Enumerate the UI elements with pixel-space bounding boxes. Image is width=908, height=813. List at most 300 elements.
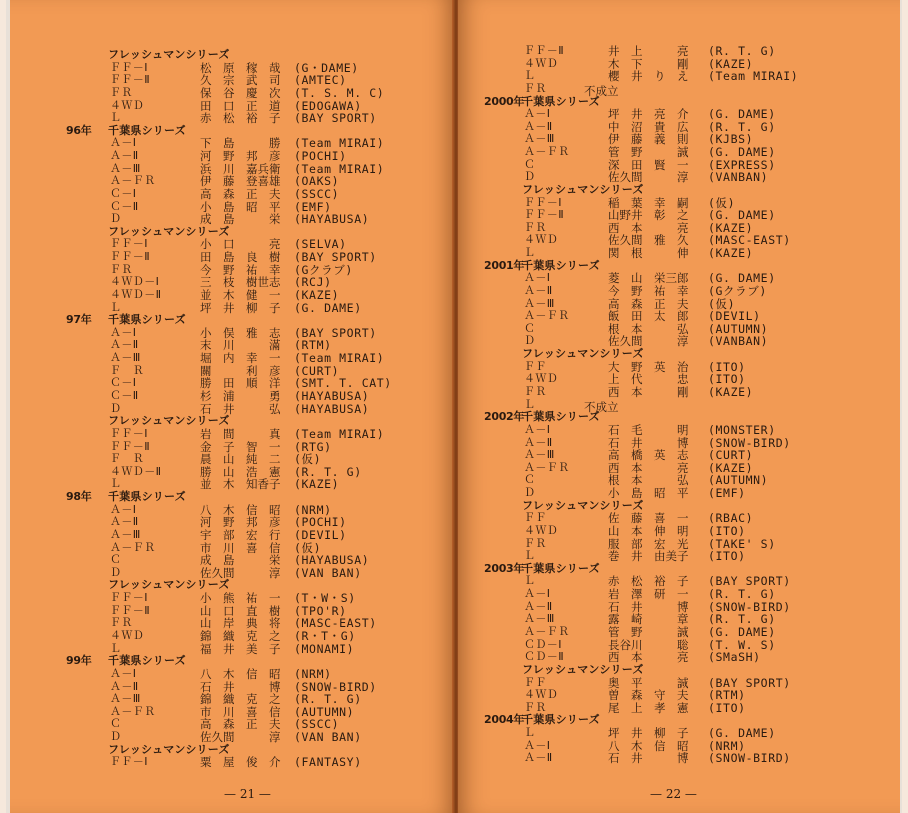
team-name: (AUTUMN) (708, 321, 769, 336)
driver-name: 岩 澤 研 一 (608, 587, 689, 602)
series-title: 千葉県シリーズ (522, 410, 600, 424)
driver-name: 山野井 彰 之 (608, 208, 689, 223)
class-name: Ａ－Ⅱ (524, 599, 553, 613)
team-name: (MASC-EAST) (708, 233, 791, 248)
team-name: (Team MIRAI) (294, 351, 385, 366)
class-name: Ｄ (110, 401, 122, 415)
team-name: (MONSTER) (708, 422, 776, 437)
team-name: (Gクラブ) (294, 262, 353, 277)
class-name: ４ＷＤ (524, 688, 559, 702)
team-name: (SMaSH) (708, 650, 761, 665)
driver-name: 関 根 伸 (608, 246, 689, 261)
class-name: Ｄ (524, 486, 536, 500)
class-name: ＦＦ－Ⅱ (110, 439, 151, 453)
team-name: (SNOW-BIRD) (294, 679, 377, 694)
class-name: Ａ－Ⅲ (524, 132, 555, 146)
team-name: (R. T. G) (294, 692, 362, 707)
team-name: (EMF) (294, 199, 332, 214)
class-name: Ａ－Ⅱ (524, 119, 553, 133)
class-name: Ａ－Ⅰ (110, 325, 137, 339)
page-number: — 22 — (650, 787, 697, 801)
class-name: Ａ－Ⅰ (524, 107, 551, 121)
class-name: ＦＦ－Ⅱ (524, 44, 565, 57)
class-name: Ａ－Ⅲ (110, 692, 141, 706)
driver-name: 堀 内 幸 一 (200, 351, 281, 366)
driver-name: 山 口 直 樹 (200, 603, 281, 618)
driver-name: 赤 松 裕 子 (608, 574, 689, 589)
class-name: Ｃ (110, 553, 122, 567)
class-name: Ｃ (110, 717, 122, 731)
driver-name: 中 沼 貴 広 (608, 119, 689, 134)
driver-name: 岩 間 真 (200, 426, 281, 441)
driver-name: 奥 平 誠 (608, 675, 689, 690)
team-name: (VANBAN) (708, 170, 769, 185)
team-name: (AMTEC) (294, 73, 347, 88)
class-name: Ｃ－Ⅰ (110, 376, 137, 390)
driver-name: 佐久間 雅 久 (608, 233, 689, 248)
team-name: (AUTUMN) (708, 473, 769, 488)
class-name: ４ＷＤ (110, 628, 145, 642)
year-label: 2000年 (484, 94, 525, 108)
driver-name: 高 橋 英 志 (608, 448, 689, 463)
class-name: ＦＦ－Ⅰ (110, 60, 148, 74)
team-name: (HAYABUSA) (294, 212, 370, 227)
driver-name: 小 口 亮 (200, 237, 281, 252)
year-label: 99年 (66, 654, 92, 668)
class-name: ４ＷＤ (110, 98, 145, 112)
team-name: (KAZE) (294, 287, 340, 302)
class-name: ＦＦ (524, 511, 547, 525)
driver-name: 石 井 弘 (200, 401, 281, 416)
team-name: (RTM) (708, 688, 746, 703)
class-name: Ａ－ＦＲ (524, 624, 570, 638)
class-name: Ａ－Ⅰ (524, 738, 551, 752)
team-name: (POCHI) (294, 149, 347, 164)
class-name: ＦＦ－Ⅰ (110, 591, 148, 605)
team-name: (BAY SPORT) (708, 574, 791, 589)
team-name: (SNOW-BIRD) (708, 435, 791, 450)
team-name: (ITO) (708, 523, 746, 538)
team-name: (SSCC) (294, 186, 340, 201)
team-name: (VANBAN) (708, 334, 769, 349)
driver-name: 松 原 稼 哉 (200, 60, 281, 75)
driver-name: 錦 織 克 之 (200, 692, 281, 707)
team-name: (VAN BAN) (294, 730, 362, 745)
driver-name: 根 本 弘 (608, 321, 689, 336)
series-title: フレッシュマンシリーズ (108, 224, 230, 238)
class-name: Ｌ (524, 69, 536, 83)
team-name: (R. T. G) (708, 587, 776, 602)
team-name: (KJBS) (708, 132, 754, 147)
team-name: (VAN BAN) (294, 565, 362, 580)
class-name: Ａ－Ⅱ (524, 751, 553, 765)
driver-name: 長谷川 聡 (608, 637, 689, 652)
class-name: Ａ－Ⅰ (110, 136, 137, 150)
year-label: 2003年 (484, 561, 525, 575)
class-name: ＦＲ (110, 262, 133, 276)
team-name: (CURT) (294, 363, 340, 378)
team-name: (ITO) (708, 549, 746, 564)
team-name: (BAY SPORT) (294, 111, 377, 126)
driver-name: 西 本 亮 (608, 220, 689, 235)
year-label: 2001年 (484, 258, 525, 272)
driver-name: 粟 屋 俊 介 (200, 755, 281, 770)
team-name: (G. DAME) (708, 271, 776, 286)
class-name: ＦＲ (524, 385, 547, 398)
class-name: Ａ－Ⅱ (110, 515, 139, 529)
class-name: ＦＲ (524, 81, 547, 95)
series-title: 千葉県シリーズ (522, 258, 600, 272)
class-name: Ａ－ＦＲ (524, 460, 570, 474)
class-name: Ｌ (524, 246, 536, 260)
driver-name: 大 野 英 治 (608, 359, 689, 374)
class-name: ４ＷＤ－Ⅱ (110, 464, 162, 478)
team-name: (HAYABUSA) (294, 553, 370, 568)
driver-name: 伊 藤 義 則 (608, 132, 689, 147)
team-name: (T・W・S) (294, 591, 356, 606)
driver-name: 下 島 勝 (200, 136, 281, 151)
class-name: Ａ－Ⅰ (524, 422, 551, 436)
series-title: フレッシュマンシリーズ (522, 498, 644, 512)
team-name: (R・T・G) (294, 628, 356, 643)
team-name: (KAZE) (708, 220, 754, 235)
class-name: ４ＷＤ (524, 233, 559, 247)
team-name: (CURT) (708, 448, 754, 463)
driver-name: 勝 田 順 洋 (200, 376, 281, 391)
class-name: ４ＷＤ (524, 372, 559, 386)
series-title: フレッシュマンシリーズ (522, 347, 644, 361)
driver-name: 成 島 栄 (200, 212, 281, 227)
driver-name: 三 枝 樹世志 (200, 275, 281, 290)
driver-name: 巻 井 由美子 (608, 549, 689, 564)
team-name: (G. DAME) (708, 107, 776, 122)
class-name: Ｌ (524, 397, 536, 411)
class-name: Ｃ (524, 157, 536, 171)
driver-name: 久 宗 武 司 (200, 73, 281, 88)
team-name: (仮) (294, 540, 322, 555)
driver-name: 並 木 健 一 (200, 287, 281, 302)
class-name: Ａ－ＦＲ (110, 704, 156, 718)
year-label: 98年 (66, 490, 92, 504)
class-name: Ｌ (110, 641, 122, 655)
team-name: (Gクラブ) (708, 283, 767, 298)
team-name: (SSCC) (294, 717, 340, 732)
team-name: (MASC-EAST) (294, 616, 377, 631)
driver-name: 今 野 祐 幸 (608, 283, 689, 298)
class-name: Ａ－Ⅲ (110, 527, 141, 541)
not-established-note: 不成立 (584, 399, 619, 414)
team-name: (ITO) (708, 700, 746, 715)
driver-name: 根 本 弘 (608, 473, 689, 488)
driver-name: 石 井 博 (608, 751, 689, 766)
team-name: (EXPRESS) (708, 157, 776, 172)
team-name: (RTG) (294, 439, 332, 454)
series-title: フレッシュマンシリーズ (108, 414, 230, 428)
team-name: (NRM) (708, 738, 746, 753)
class-name: ４ＷＤ－Ⅱ (110, 287, 162, 301)
class-name: ４ＷＤ (524, 56, 559, 70)
class-name: Ｃ (524, 473, 536, 487)
team-name: (DEVIL) (708, 309, 761, 324)
page-number: — 21 — (224, 787, 271, 801)
class-name: ＦＦ－Ⅱ (110, 250, 151, 264)
team-name: (仮) (294, 452, 322, 467)
team-name: (G. DAME) (708, 624, 776, 639)
driver-name: 成 島 栄 (200, 553, 281, 568)
team-name: (R. T. G) (294, 464, 362, 479)
series-title: 千葉県シリーズ (108, 313, 186, 327)
driver-name: 曽 森 守 夫 (608, 688, 689, 703)
team-name: (SMT. T. CAT) (294, 376, 392, 391)
driver-name: 末 川 滿 (200, 338, 281, 353)
class-name: Ｄ (524, 334, 536, 348)
team-name: (DEVIL) (294, 527, 347, 542)
class-name: ＦＲ (524, 220, 547, 234)
series-title: 千葉県シリーズ (108, 123, 186, 137)
driver-name: 晨 山 純 二 (200, 452, 281, 467)
team-name: (R. T. G) (708, 44, 776, 58)
driver-name: 赤 松 裕 子 (200, 111, 281, 126)
series-title: フレッシュマンシリーズ (108, 742, 230, 756)
team-name: (FANTASY) (294, 755, 362, 770)
team-name: (T. S. M. C) (294, 85, 385, 100)
class-name: Ｄ (524, 170, 536, 184)
team-name: (R. T. G) (708, 119, 776, 134)
driver-name: 佐久間 淳 (200, 565, 281, 580)
team-name: (KAZE) (708, 385, 754, 399)
driver-name: 坪 井 柳 子 (608, 726, 689, 741)
team-name: (G・DAME) (294, 60, 359, 75)
driver-name: 木 下 剛 (608, 56, 689, 71)
class-name: Ａ－ＦＲ (110, 174, 156, 188)
class-name: Ｄ (110, 730, 122, 744)
class-name: Ｆ Ｒ (110, 363, 145, 377)
series-title: フレッシュマンシリーズ (108, 48, 230, 61)
team-name: (KAZE) (708, 56, 754, 71)
driver-name: 管 野 誠 (608, 624, 689, 639)
class-name: ＦＲ (110, 616, 133, 630)
driver-name: 小 熊 祐 一 (200, 591, 281, 606)
year-label: 97年 (66, 313, 92, 327)
class-name: Ａ－Ⅲ (524, 612, 555, 626)
page-edge-right (902, 0, 908, 813)
team-name: (ITO) (708, 372, 746, 387)
class-name: Ａ－Ⅰ (524, 271, 551, 285)
series-title: 千葉県シリーズ (108, 654, 186, 668)
driver-name: 八 木 信 昭 (608, 738, 689, 753)
class-name: ＦＦ－Ⅱ (110, 73, 151, 87)
driver-name: 金 子 智 一 (200, 439, 281, 454)
team-name: (NRM) (294, 502, 332, 517)
series-title: 千葉県シリーズ (522, 713, 600, 727)
driver-name: 高 森 正 夫 (200, 186, 281, 201)
driver-name: 西 本 亮 (608, 650, 689, 665)
driver-name: 伊 藤 登喜雄 (200, 174, 281, 189)
class-name: ＦＦ－Ⅰ (110, 426, 148, 440)
driver-name: 深 田 賢 一 (608, 157, 689, 172)
team-name: (仮) (708, 195, 736, 210)
driver-name: 田 口 正 道 (200, 98, 281, 113)
class-name: ＣＤ－Ⅰ (524, 637, 562, 651)
team-name: (T. W. S) (708, 637, 776, 652)
driver-name: 福 井 美 子 (200, 641, 281, 656)
team-name: (EMF) (708, 486, 746, 501)
driver-name: 尾 上 孝 憲 (608, 700, 689, 715)
class-name: ＦＦ－Ⅰ (524, 195, 562, 209)
driver-name: 服 部 宏 光 (608, 536, 689, 551)
driver-name: 河 野 邦 彦 (200, 149, 281, 164)
driver-name: 市 川 喜 信 (200, 704, 281, 719)
class-name: Ａ－Ⅲ (110, 161, 141, 175)
driver-name: 關 利 彦 (200, 363, 281, 378)
driver-name: 稲 葉 幸 嗣 (608, 195, 689, 210)
class-name: Ａ－Ⅱ (524, 435, 553, 449)
class-name: Ａ－Ⅱ (110, 679, 139, 693)
team-name: (EDOGAWA) (294, 98, 362, 113)
team-name: (G. DAME) (708, 208, 776, 223)
year-label: 96年 (66, 123, 92, 137)
result-row (458, 751, 900, 765)
class-name: Ａ－Ⅲ (524, 296, 555, 310)
driver-name: 石 毛 明 (608, 422, 689, 437)
class-name: Ａ－Ⅰ (110, 666, 137, 680)
driver-name: 上 代 忠 (608, 372, 689, 387)
class-name: ＦＦ (524, 675, 547, 689)
class-name: Ｌ (524, 726, 536, 740)
driver-name: 露 崎 章 (608, 612, 689, 627)
team-name: (MONAMI) (294, 641, 355, 656)
class-name: ＦＲ (524, 700, 547, 714)
team-name: (Team MIRAI) (294, 136, 385, 151)
class-name: Ｃ－Ⅰ (110, 186, 137, 200)
driver-name: 小 島 昭 平 (608, 486, 689, 501)
driver-name: 市 川 喜 信 (200, 540, 281, 555)
driver-name: 櫻 井 り え (608, 69, 689, 84)
driver-name: 浜 川 嘉兵衛 (200, 161, 281, 176)
driver-name: 並 木 知香子 (200, 477, 281, 492)
driver-name: 坪 井 亮 介 (608, 107, 689, 122)
driver-name: 小 俣 雅 志 (200, 325, 281, 340)
driver-name: 小 島 昭 平 (200, 199, 281, 214)
class-name: ＦＲ (110, 85, 133, 99)
team-name: (AUTUMN) (294, 704, 355, 719)
team-name: (R. T. G) (708, 612, 776, 627)
class-name: Ｃ－Ⅱ (110, 389, 139, 402)
class-name: Ａ－Ⅱ (110, 149, 139, 163)
series-title: フレッシュマンシリーズ (108, 578, 230, 592)
class-name: Ｌ (110, 111, 122, 125)
series-title: フレッシュマンシリーズ (522, 182, 644, 196)
class-name: Ａ－ＦＲ (524, 145, 570, 159)
class-name: ＣＤ－Ⅱ (524, 650, 565, 664)
team-name: (NRM) (294, 666, 332, 681)
team-name: (BAY SPORT) (708, 675, 791, 690)
driver-name: 石 井 博 (608, 599, 689, 614)
year-label: 2004年 (484, 713, 525, 727)
driver-name: 佐久間 淳 (608, 334, 689, 349)
driver-name: 佐 藤 喜 一 (608, 511, 689, 526)
class-name: Ａ－Ⅲ (110, 351, 141, 365)
team-name: (G. DAME) (708, 145, 776, 160)
series-title: 千葉県シリーズ (108, 490, 186, 504)
team-name: (KAZE) (294, 477, 340, 492)
class-name: Ａ－Ⅱ (524, 283, 553, 297)
class-name: ４ＷＤ－Ⅰ (110, 275, 160, 289)
team-name: (RBAC) (708, 511, 754, 526)
driver-name: 勝 山 浩 憲 (200, 464, 281, 479)
class-name: Ａ－ＦＲ (110, 540, 156, 554)
team-name: (G. DAME) (708, 726, 776, 741)
driver-name: 管 野 誠 (608, 145, 689, 160)
driver-name: 石 井 博 (608, 435, 689, 450)
driver-name: 八 木 信 昭 (200, 666, 281, 681)
team-name: (BAY SPORT) (294, 250, 377, 265)
driver-name: 坪 井 柳 子 (200, 300, 281, 315)
page-edge-left (0, 0, 6, 813)
team-name: (TPO'R) (294, 603, 347, 618)
team-name: (KAZE) (708, 460, 754, 475)
series-title: 千葉県シリーズ (522, 94, 600, 108)
team-name: (SELVA) (294, 237, 347, 252)
class-name: ＦＦ (524, 359, 547, 373)
team-name: (BAY SPORT) (294, 325, 377, 340)
team-name: (POCHI) (294, 515, 347, 530)
page-left (10, 0, 454, 813)
class-name: Ａ－Ⅲ (524, 448, 555, 462)
driver-name: 八 木 信 昭 (200, 502, 281, 517)
driver-name: 杉 浦 勇 (200, 389, 281, 403)
class-name: ４ＷＤ (524, 523, 559, 537)
series-title: フレッシュマンシリーズ (522, 662, 644, 676)
year-label: 2002年 (484, 410, 525, 424)
class-name: Ａ－ＦＲ (524, 309, 570, 323)
class-name: Ａ－Ⅰ (524, 587, 551, 601)
team-name: (RCJ) (294, 275, 332, 290)
class-name: ＦＦ－Ⅱ (524, 208, 565, 222)
class-name: Ｃ－Ⅱ (110, 199, 139, 213)
result-row (10, 755, 454, 769)
team-name: (Team MIRAI) (294, 161, 385, 176)
driver-name: 山 岸 典 将 (200, 616, 281, 631)
class-name: Ａ－Ⅰ (110, 502, 137, 516)
team-name: (SNOW-BIRD) (708, 751, 791, 766)
driver-name: 保 谷 慶 次 (200, 85, 281, 100)
driver-name: 田 島 良 樹 (200, 250, 281, 265)
class-name: Ｄ (110, 212, 122, 226)
driver-name: 西 本 亮 (608, 460, 689, 475)
team-name: (KAZE) (708, 246, 754, 261)
driver-name: 石 井 博 (200, 679, 281, 694)
driver-name: 山 本 伸 明 (608, 523, 689, 538)
team-name: (RTM) (294, 338, 332, 353)
driver-name: 西 本 剛 (608, 385, 689, 399)
driver-name: 井 上 亮 (608, 44, 689, 58)
class-name: Ｌ (524, 549, 536, 563)
not-established-note: 不成立 (584, 83, 619, 98)
team-name: (Team MIRAI) (294, 426, 385, 441)
class-name: Ｆ Ｒ (110, 452, 145, 466)
driver-name: 飯 田 太 郎 (608, 309, 689, 324)
driver-name: 今 野 祐 幸 (200, 262, 281, 277)
driver-name: 佐久間 淳 (608, 170, 689, 185)
series-title: 千葉県シリーズ (522, 561, 600, 575)
team-name: (HAYABUSA) (294, 389, 370, 403)
driver-name: 宇 部 宏 行 (200, 527, 281, 542)
driver-name: 佐久間 淳 (200, 730, 281, 745)
class-name: Ｃ (524, 321, 536, 335)
team-name: (仮) (708, 296, 736, 311)
driver-name: 高 森 正 夫 (608, 296, 689, 311)
